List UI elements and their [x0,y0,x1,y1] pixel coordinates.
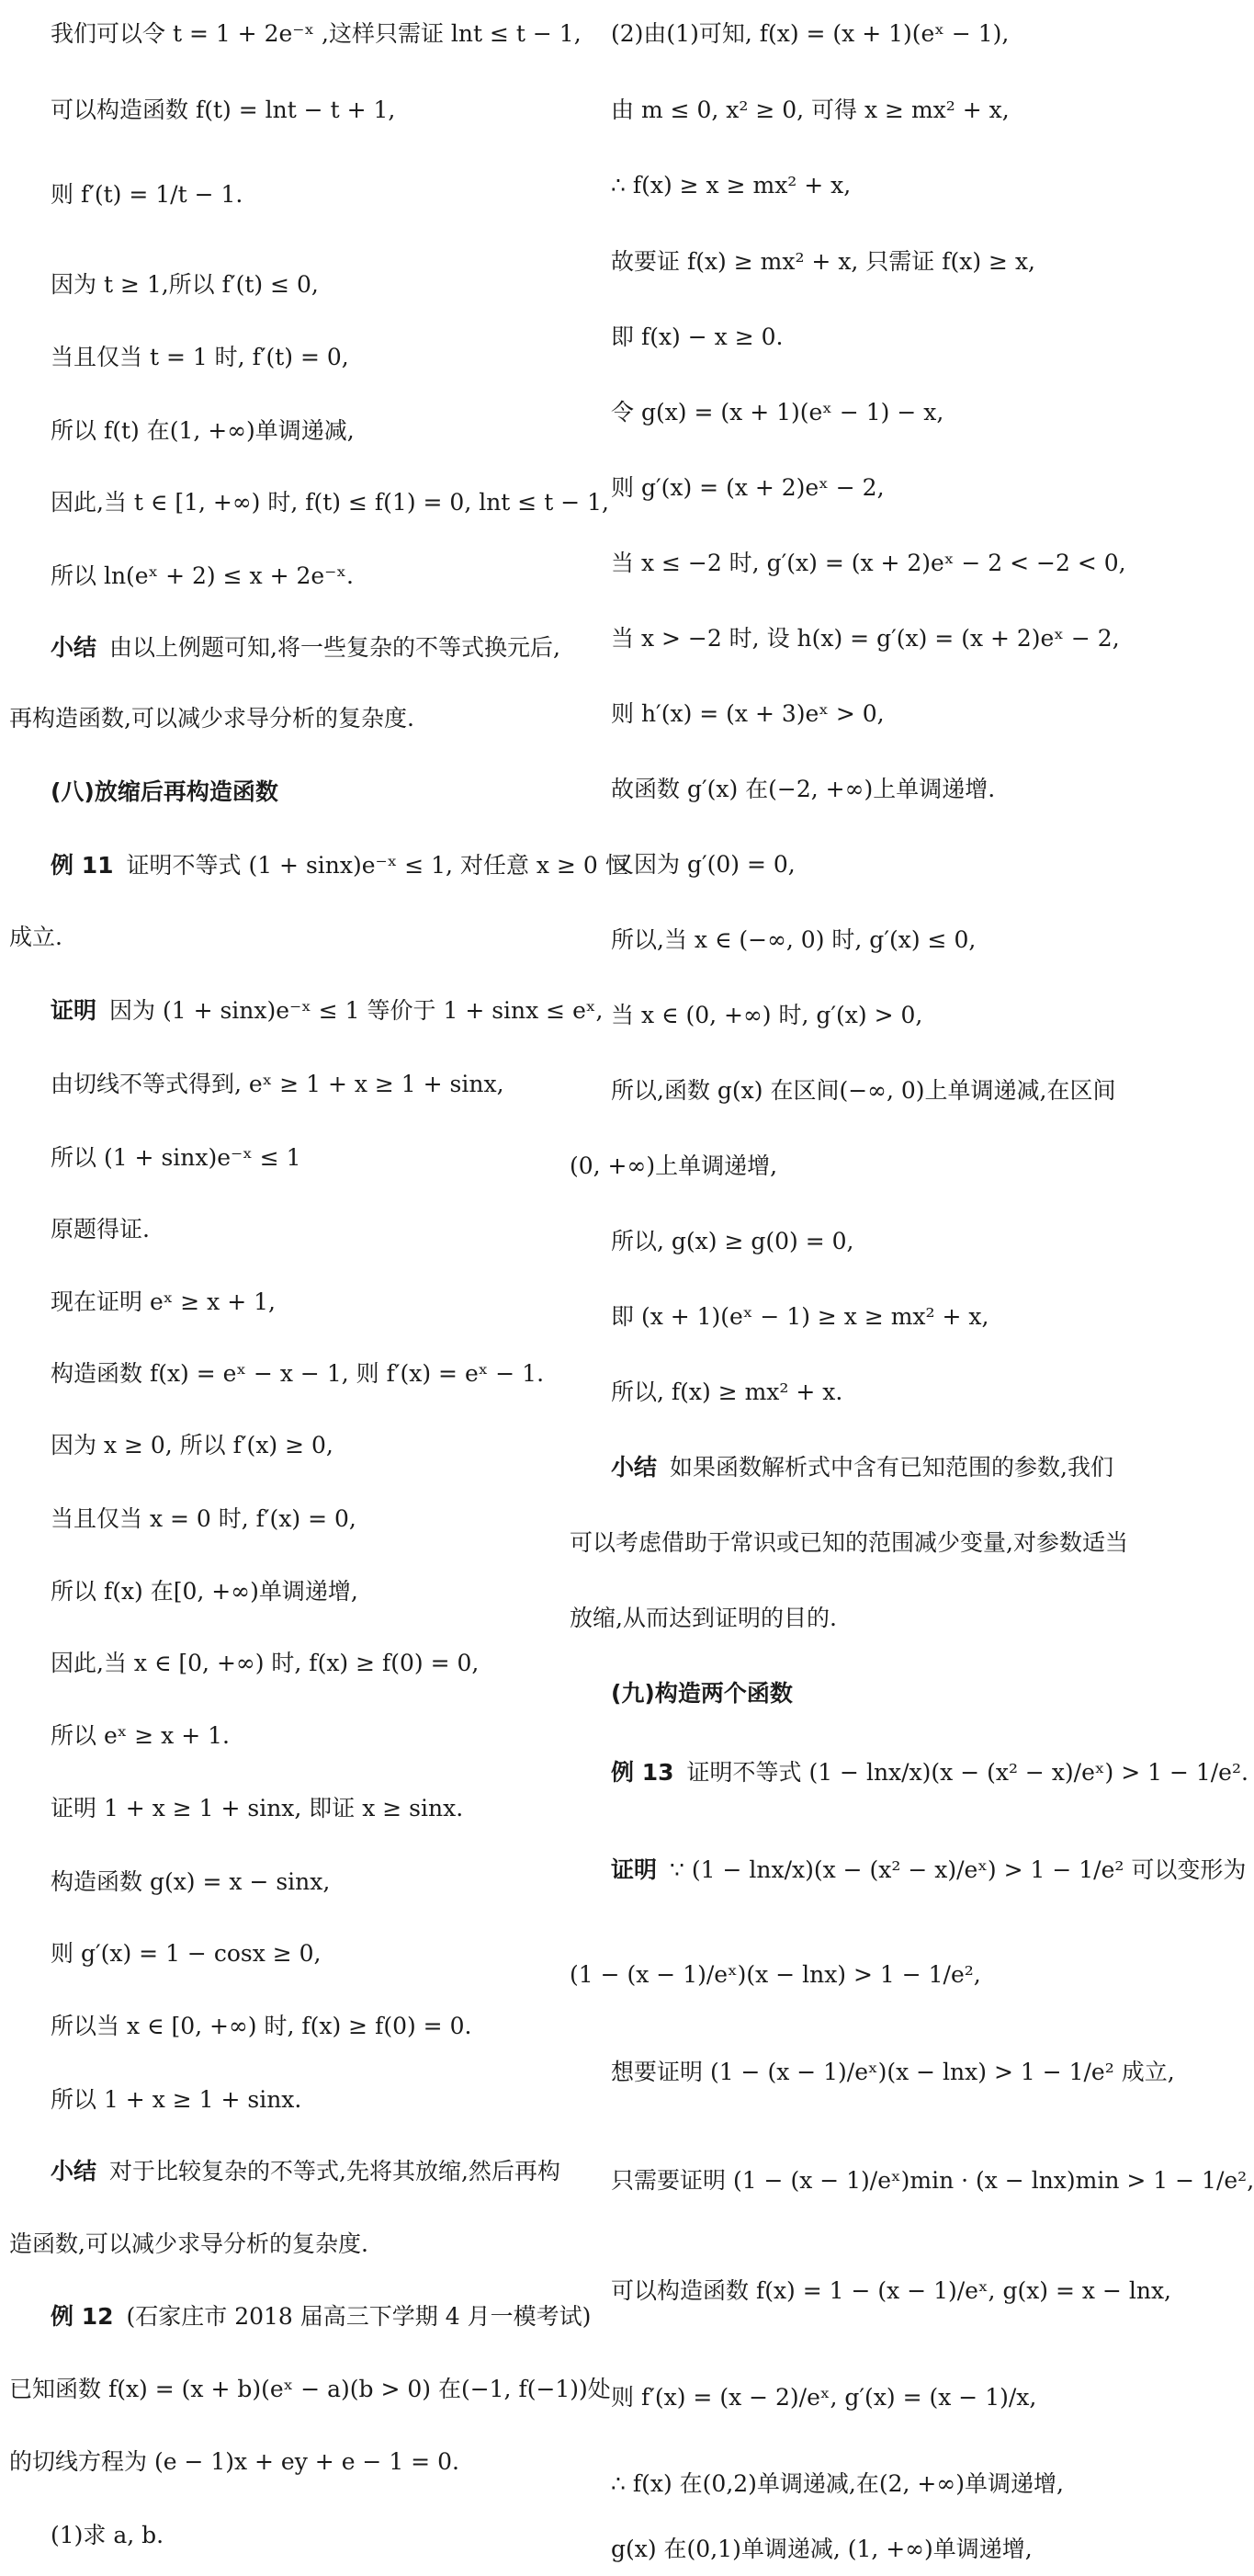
line-text: 可以构造函数 f(t) = lnt − t + 1, [51,96,396,123]
text-line [611,1226,853,1257]
line-text: 构造函数 f(x) = eˣ − x − 1, 则 f′(x) = eˣ − 1. [51,1360,545,1387]
text-line [611,2534,1033,2565]
line-text: 由 m ≤ 0, x² ≥ 0, 可得 x ≥ mx² + x, [611,96,1010,123]
line-text: 的切线方程为 (e − 1)x + ey + e − 1 = 0. [9,2448,459,2475]
line-text: (0, +∞)上单调递增, [570,1152,778,1179]
line-text: 即 (x + 1)(eˣ − 1) ≥ x ≥ mx² + x, [611,1303,989,1330]
text-line [51,561,354,592]
text-line [51,2301,591,2332]
text-line [611,397,943,428]
line-text: 因此,当 x ∈ [0, +∞) 时, f(x) ≥ f(0) = 0, [51,1650,480,1676]
line-text: 当 x > −2 时, 设 h(x) = g′(x) = (x + 2)eˣ − 2, [611,625,1120,652]
text-line [9,2229,368,2260]
line-text: 可以考虑借助于常识或已知的范围减少变量,对参数适当 [570,1529,1128,1556]
text-line [611,1757,1248,1788]
text-line [51,1793,463,1824]
line-text: 所以,函数 g(x) 在区间(−∞, 0)上单调递减,在区间 [611,1077,1116,1104]
paragraph-label: 小结 [611,1454,658,1481]
text-line [51,487,609,518]
line-text: (1)求 a, b. [51,2522,164,2548]
paragraph-label: 小结 [51,634,97,661]
text-line [51,1648,479,1679]
line-text: ∴ f(x) 在(0,2)单调递减,在(2, +∞)单调递增, [611,2470,1064,2497]
text-line [51,18,582,50]
line-text: 只需要证明 (1 − (x − 1)/eˣ)min · (x − lnx)min > 1 − 1/e², [611,2167,1254,2194]
text-line [611,1855,1246,1886]
text-line [51,1504,356,1535]
text-line [611,246,1035,278]
text-line [611,1301,989,1333]
line-text: 又因为 g′(0) = 0, [611,851,796,878]
line-text: 则 f′(t) = 1/t − 1. [51,181,243,208]
text-line [51,1358,544,1390]
text-line [9,703,414,734]
line-text: 再构造函数,可以减少求导分析的复杂度. [9,705,414,732]
text-line [611,472,885,504]
line-text: 成立. [9,924,62,950]
line-text: ∵ (1 − lnx/x)(x − (x² − x)/eˣ) > 1 − 1/e² 可以变形为 [670,1856,1247,1883]
text-line [611,2165,1254,2196]
line-text: 我们可以令 t = 1 + 2e⁻ˣ ,这样只需证 lnt ≤ t − 1, [51,20,582,47]
text-line [611,95,1010,126]
text-line [611,1000,922,1031]
line-text: 已知函数 f(x) = (x + b)(eˣ − a)(b > 0) 在(−1, f(−1))处 [9,2376,611,2402]
text-line [51,179,243,210]
text-line [611,623,1120,654]
text-line [570,1959,981,1991]
text-line [570,1603,837,1634]
text-line [51,1576,358,1607]
paragraph-label: 例 11 [51,852,114,879]
text-line [51,2011,471,2042]
text-line [9,922,62,953]
text-line [51,1430,333,1461]
line-text: 所以, f(x) ≥ mx² + x. [611,1379,843,1405]
line-text: 构造函数 g(x) = x − sinx, [51,1868,331,1895]
text-line [51,95,395,126]
line-text: 则 f′(x) = (x − 2)/eˣ, g′(x) = (x − 1)/x, [611,2384,1037,2411]
line-text: 所以 ln(eˣ + 2) ≤ x + 2e⁻ˣ. [51,562,354,589]
text-line [611,1075,1115,1106]
section-heading [51,777,278,808]
line-text: 证明 1 + x ≥ 1 + sinx, 即证 x ≥ sinx. [51,1795,464,1821]
text-line [570,1527,1128,1559]
text-line [51,2156,560,2187]
text-line [611,548,1126,579]
line-text: 当 x ≤ −2 时, g′(x) = (x + 2)eˣ − 2 < −2 < 0, [611,550,1126,576]
line-text: 则 g′(x) = (x + 2)eˣ − 2, [611,474,885,501]
text-line [51,1720,230,1752]
text-line [570,1151,777,1182]
line-text: 现在证明 eˣ ≥ x + 1, [51,1288,276,1315]
text-line [51,2520,164,2551]
line-text: 证明不等式 (1 − lnx/x)(x − (x² − x)/eˣ) > 1 − 1/e². [686,1759,1248,1786]
text-line [611,1377,842,1408]
line-text: 放缩,从而达到证明的目的. [570,1605,837,1631]
line-text: 所以当 x ∈ [0, +∞) 时, f(x) ≥ f(0) = 0. [51,2013,472,2039]
line-text: 故函数 g′(x) 在(−2, +∞)上单调递增. [611,776,996,802]
text-line [611,2382,1036,2413]
text-line [611,170,851,201]
paragraph-label: 证明 [51,997,97,1024]
text-line [611,18,1009,50]
line-text: 由以上例题可知,将一些复杂的不等式换元后, [109,634,560,661]
line-text: g(x) 在(0,1)单调递减, (1, +∞)单调递增, [611,2536,1033,2562]
line-text: 所以 1 + x ≥ 1 + sinx. [51,2086,302,2113]
line-text: 如果函数解析式中含有已知范围的参数,我们 [670,1454,1113,1481]
text-line [51,850,628,881]
line-text: 造函数,可以减少求导分析的复杂度. [9,2230,368,2257]
line-text: 即 f(x) − x ≥ 0. [611,323,784,350]
line-text: 因为 (1 + sinx)e⁻ˣ ≤ 1 等价于 1 + sinx ≤ eˣ, [109,997,604,1024]
section-heading [611,1678,793,1709]
line-text: 证明不等式 (1 + sinx)e⁻ˣ ≤ 1, 对任意 x ≥ 0 恒 [126,852,628,879]
line-text: 想要证明 (1 − (x − 1)/eˣ)(x − lnx) > 1 − 1/e² 成立, [611,2059,1175,2085]
text-line [51,1214,150,1245]
line-text: 原题得证. [51,1216,150,1243]
text-line [611,1452,1113,1483]
text-line [51,632,560,664]
text-line [51,2084,301,2116]
text-line [51,995,603,1027]
text-line [611,698,885,730]
text-line [611,849,796,880]
paragraph-label: 例 12 [51,2303,114,2330]
line-text: 令 g(x) = (x + 1)(eˣ − 1) − x, [611,399,944,426]
line-text: 则 g′(x) = 1 − cosx ≥ 0, [51,1940,322,1967]
text-line [9,2374,611,2405]
text-line [51,1938,322,1969]
text-line [51,1287,276,1318]
line-text: 所以,当 x ∈ (−∞, 0) 时, g′(x) ≤ 0, [611,926,977,953]
line-text: 当且仅当 t = 1 时, f′(t) = 0, [51,344,349,370]
line-text: 由切线不等式得到, eˣ ≥ 1 + x ≥ 1 + sinx, [51,1071,504,1097]
line-text: 所以 (1 + sinx)e⁻ˣ ≤ 1 [51,1144,301,1171]
line-text: (石家庄市 2018 届高三下学期 4 月一模考试) [126,2303,592,2330]
paragraph-label: 例 13 [611,1759,674,1786]
text-line [611,2275,1171,2307]
line-text: 所以, g(x) ≥ g(0) = 0, [611,1228,854,1254]
line-text: 因此,当 t ∈ [1, +∞) 时, f(t) ≤ f(1) = 0, lnt ≤ t − 1, [51,489,609,516]
text-line [9,2446,459,2478]
paragraph-label: 小结 [51,2158,97,2184]
text-line [611,2468,1064,2500]
line-text: 则 h′(x) = (x + 3)eˣ > 0, [611,700,885,727]
text-line [611,322,783,353]
line-text: 当 x ∈ (0, +∞) 时, g′(x) > 0, [611,1002,923,1028]
text-line [51,342,349,373]
text-line [51,1142,301,1174]
paragraph-label: 证明 [611,1856,658,1883]
line-text: ∴ f(x) ≥ x ≥ mx² + x, [611,172,852,199]
line-text: 故要证 f(x) ≥ mx² + x, 只需证 f(x) ≥ x, [611,248,1036,275]
line-text: 对于比较复杂的不等式,先将其放缩,然后再构 [109,2158,560,2184]
line-text: 可以构造函数 f(x) = 1 − (x − 1)/eˣ, g(x) = x − lnx, [611,2277,1171,2304]
heading-text: (八)放缩后再构造函数 [51,778,278,805]
line-text: 当且仅当 x = 0 时, f′(x) = 0, [51,1505,356,1532]
line-text: (2)由(1)可知, f(x) = (x + 1)(eˣ − 1), [611,20,1010,47]
line-text: 因为 t ≥ 1,所以 f′(t) ≤ 0, [51,271,319,298]
line-text: 所以 f(x) 在[0, +∞)单调递增, [51,1578,358,1605]
text-line [51,269,319,301]
line-text: 所以 eˣ ≥ x + 1. [51,1722,230,1749]
text-line [611,774,995,805]
text-line [51,1069,504,1100]
line-text: 因为 x ≥ 0, 所以 f′(x) ≥ 0, [51,1432,333,1458]
line-text: (1 − (x − 1)/eˣ)(x − lnx) > 1 − 1/e², [570,1961,981,1988]
heading-text: (九)构造两个函数 [611,1680,793,1707]
text-line [51,1867,330,1898]
line-text: 所以 f(t) 在(1, +∞)单调递减, [51,417,355,444]
text-line [611,925,976,956]
text-line [51,415,355,447]
text-line [611,2057,1175,2088]
